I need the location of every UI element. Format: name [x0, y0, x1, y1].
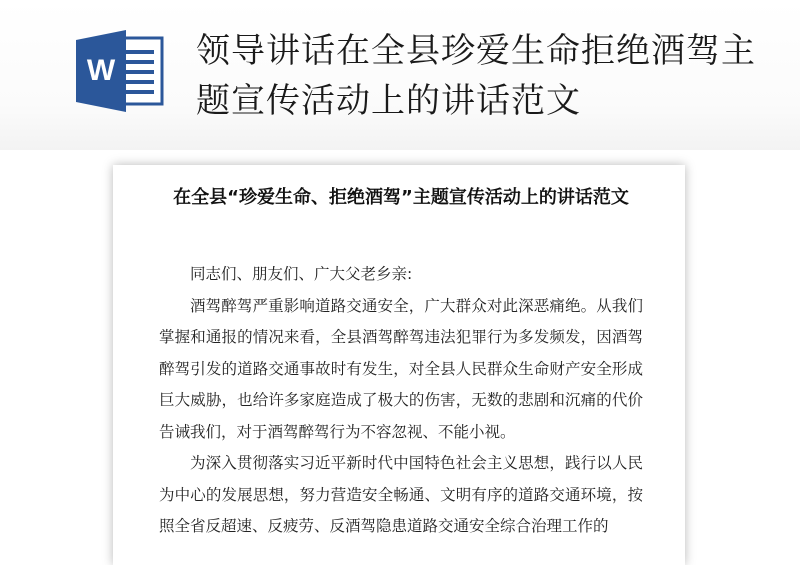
paragraph: 为深入贯彻落实习近平新时代中国特色社会主义思想，践行以人民为中心的发展思想，努力营造安全畅通、文明有序的道路交通环境，按照全省反超速、反疲劳、反酒驾隐患道路交通安全综合治理工作的	[159, 454, 643, 535]
salutation: 同志们、朋友们、广大父老乡亲:	[190, 265, 413, 283]
word-icon-letter: W	[86, 54, 116, 87]
document-body	[159, 259, 643, 543]
word-icon	[76, 30, 168, 112]
header-banner	[0, 0, 800, 150]
page-title: 在全县“珍爱生命、拒绝酒驾”主题宣传活动上的讲话范文	[173, 187, 629, 208]
document-file-title: 领导讲话在全县珍爱生命拒绝酒驾主题宣传活动上的讲话范文	[196, 31, 756, 121]
paragraph: 酒驾醉驾严重影响道路交通安全，广大群众对此深恶痛绝。从我们掌握和通报的情况来看，全县酒驾醉驾违法犯罪行为多发频发，因酒驾醉驾引发的道路交通事故时有发生，对全县人民群众生命财产安全形成巨大威胁，也给许多家庭造成了极大的伤害，无数的悲剧和沉痛的代价告诫我们，对于酒驾醉驾行为不容忽视、不能小视。	[159, 296, 643, 441]
document-page	[113, 165, 685, 565]
